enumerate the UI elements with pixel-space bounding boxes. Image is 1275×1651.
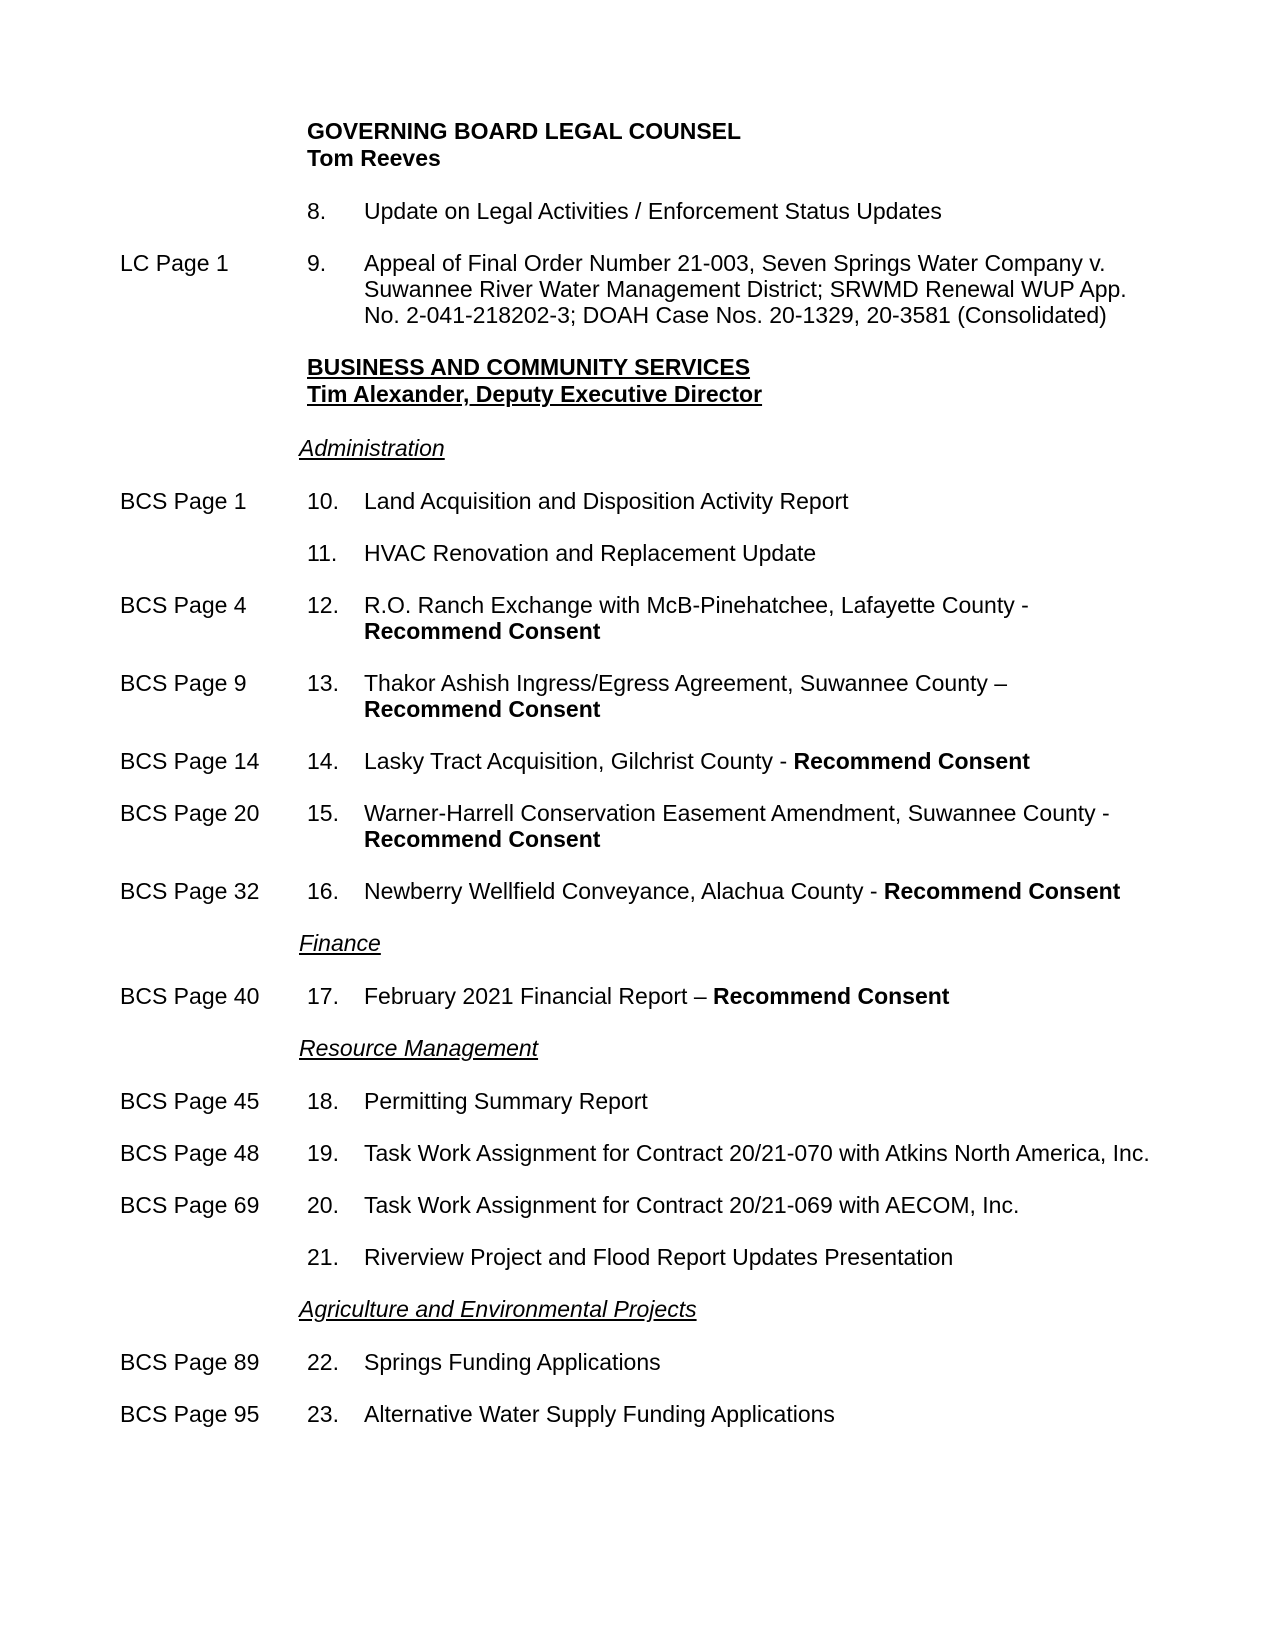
item-line: Update on Legal Activities / Enforcement Status Updates	[364, 198, 942, 224]
item-text	[364, 800, 1164, 852]
item-line: February 2021 Financial Report –	[364, 983, 714, 1009]
recommend-consent-label: Recommend Consent	[793, 748, 1030, 774]
section-administration: Administration	[299, 435, 445, 461]
section-agriculture-environmental: Agriculture and Environmental Projects	[299, 1296, 697, 1322]
page-reference: BCS Page 69	[120, 1192, 260, 1218]
item-line: Task Work Assignment for Contract 20/21-070 with Atkins North America, Inc.	[364, 1140, 1150, 1166]
legal-counsel-person: Tom Reeves	[307, 145, 441, 171]
item-line: HVAC Renovation and Replacement Update	[364, 540, 817, 566]
item-text	[364, 878, 1164, 904]
page-reference: BCS Page 20	[120, 800, 260, 826]
item-number: 22.	[307, 1349, 339, 1375]
section-finance: Finance	[299, 930, 381, 956]
item-number: 9.	[307, 250, 327, 276]
item-number: 19.	[307, 1140, 339, 1166]
item-number: 8.	[307, 198, 327, 224]
item-number: 17.	[307, 983, 339, 1009]
item-line: Thakor Ashish Ingress/Egress Agreement, Suwannee County –	[364, 670, 1008, 696]
item-text	[364, 1192, 1164, 1218]
item-line: Permitting Summary Report	[364, 1088, 648, 1114]
legal-counsel-heading	[307, 118, 741, 172]
page-reference: BCS Page 32	[120, 878, 260, 904]
page-reference: BCS Page 40	[120, 983, 260, 1009]
bcs-heading	[307, 354, 762, 408]
item-number: 20.	[307, 1192, 339, 1218]
legal-counsel-title: GOVERNING BOARD LEGAL COUNSEL	[307, 118, 742, 144]
item-line: Warner-Harrell Conservation Easement Amendment, Suwannee County -	[364, 800, 1110, 826]
item-text	[364, 198, 1164, 224]
bcs-title: BUSINESS AND COMMUNITY SERVICES	[307, 354, 751, 380]
item-line: Riverview Project and Flood Report Updates Presentation	[364, 1244, 954, 1270]
item-line: Newberry Wellfield Conveyance, Alachua County -	[364, 878, 884, 904]
item-number: 13.	[307, 670, 339, 696]
item-number: 18.	[307, 1088, 339, 1114]
recommend-consent-label: Recommend Consent	[364, 618, 601, 644]
page-reference: BCS Page 95	[120, 1401, 260, 1427]
item-text	[364, 983, 1164, 1009]
item-line: Appeal of Final Order Number 21-003, Seven Springs Water Company v.	[364, 250, 1106, 276]
page-reference: BCS Page 89	[120, 1349, 260, 1375]
item-text	[364, 1349, 1164, 1375]
recommend-consent-label: Recommend Consent	[364, 696, 601, 722]
item-number: 14.	[307, 748, 339, 774]
item-line: Task Work Assignment for Contract 20/21-069 with AECOM, Inc.	[364, 1192, 1020, 1218]
item-text	[364, 250, 1164, 328]
item-line: Land Acquisition and Disposition Activity Report	[364, 488, 849, 514]
item-text	[364, 488, 1164, 514]
item-number: 11.	[307, 540, 338, 566]
item-line: Springs Funding Applications	[364, 1349, 661, 1375]
page-reference: BCS Page 14	[120, 748, 260, 774]
page-reference: BCS Page 45	[120, 1088, 260, 1114]
page-reference: LC Page 1	[120, 250, 229, 276]
item-number: 21.	[307, 1244, 339, 1270]
item-text	[364, 1088, 1164, 1114]
item-line: Suwannee River Water Management District; SRWMD Renewal WUP App.	[364, 276, 1127, 302]
item-line: Lasky Tract Acquisition, Gilchrist County -	[364, 748, 794, 774]
page-reference: BCS Page 9	[120, 670, 247, 696]
item-number: 15.	[307, 800, 339, 826]
page-reference: BCS Page 4	[120, 592, 247, 618]
item-text	[364, 592, 1164, 644]
item-text	[364, 540, 1164, 566]
item-line: Alternative Water Supply Funding Applications	[364, 1401, 835, 1427]
recommend-consent-label: Recommend Consent	[883, 878, 1121, 904]
item-text	[364, 748, 1164, 774]
item-text	[364, 1140, 1164, 1166]
item-number: 10.	[307, 488, 339, 514]
item-line: R.O. Ranch Exchange with McB-Pinehatchee, Lafayette County -	[364, 592, 1029, 618]
item-line: No. 2-041-218202-3; DOAH Case Nos. 20-1329, 20-3581 (Consolidated)	[364, 302, 1107, 328]
item-text	[364, 1401, 1164, 1427]
item-number: 23.	[307, 1401, 339, 1427]
item-text	[364, 670, 1164, 722]
recommend-consent-label: Recommend Consent	[364, 826, 601, 852]
page-reference: BCS Page 48	[120, 1140, 260, 1166]
section-resource-management: Resource Management	[299, 1035, 539, 1061]
page-reference: BCS Page 1	[120, 488, 247, 514]
bcs-person: Tim Alexander, Deputy Executive Director	[307, 381, 763, 407]
item-number: 12.	[307, 592, 339, 618]
recommend-consent-label: Recommend Consent	[713, 983, 950, 1009]
item-text	[364, 1244, 1164, 1270]
item-number: 16.	[307, 878, 339, 904]
